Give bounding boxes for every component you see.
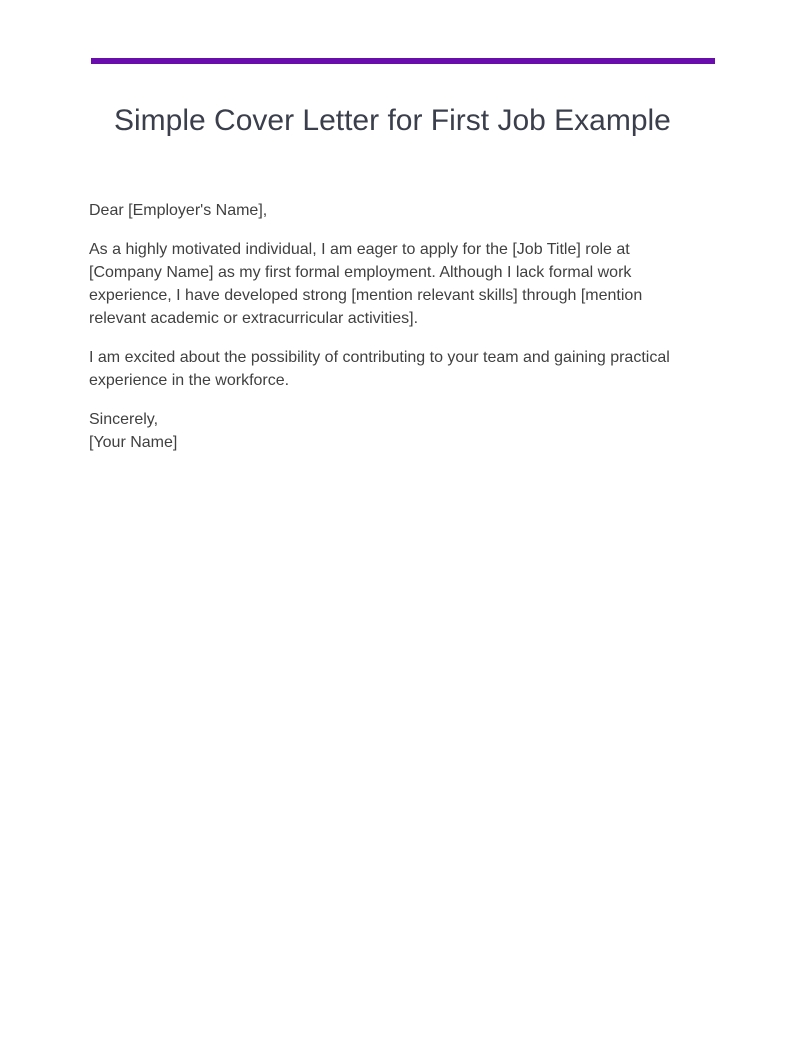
closing-phrase: Sincerely, (89, 411, 159, 428)
letter-body (89, 199, 689, 470)
sign-off (89, 408, 689, 454)
accent-bar (91, 58, 715, 64)
paragraph-closing: I am excited about the possibility of contributing to your team and gaining practical experience in the workforce. (89, 349, 670, 389)
signature-name: [Your Name] (89, 434, 178, 451)
salutation: Dear [Employer's Name], (89, 202, 268, 219)
page-title: Simple Cover Letter for First Job Example (114, 104, 671, 137)
paragraph-intro: As a highly motivated individual, I am eager to apply for the [Job Title] role at [Company Name] as my first formal employment. Although I lack formal work experience, I have developed strong [mention relevant skills] through [mention relevant academic or extracurricular activities]. (89, 241, 643, 327)
